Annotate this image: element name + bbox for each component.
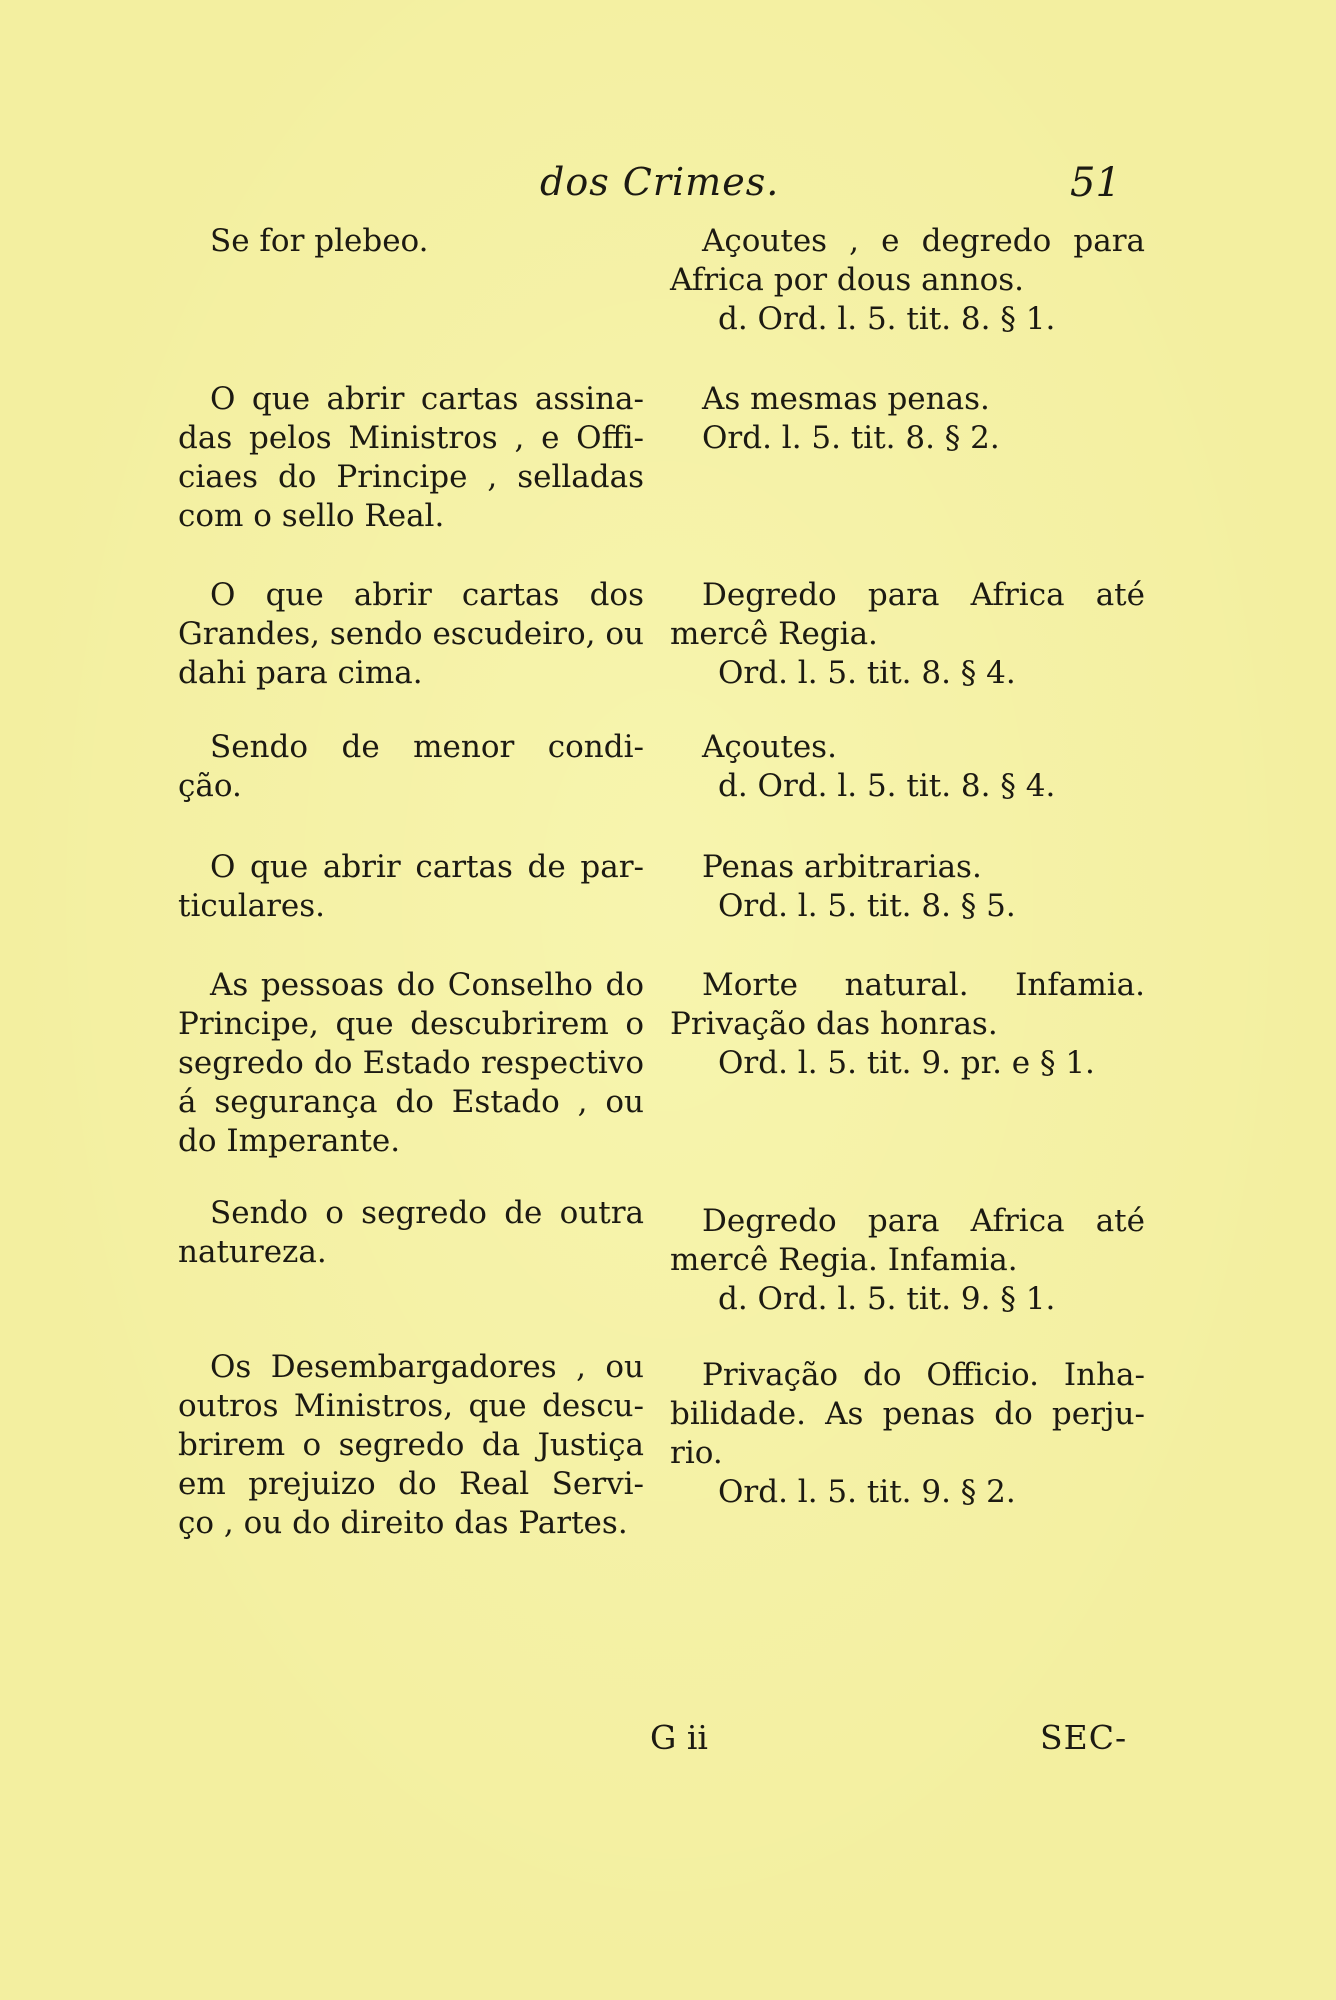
- entry-3-penalty-line-3: Ord. l. 5. tit. 8. § 4.: [718, 655, 1016, 691]
- entry-3-penalty-line-1: Degredo para Africa até: [702, 577, 1145, 613]
- entry-6-offense-line-4: á segurança do Estado , ou: [178, 1084, 644, 1120]
- entry-8-offense-line-4: em prejuizo do Real Servi-: [178, 1466, 644, 1502]
- entry-3-penalty: [670, 576, 1145, 693]
- entry-7-penalty: [670, 1202, 1145, 1319]
- entry-1-penalty: [670, 222, 1145, 339]
- entry-2-offense-line-3: ciaes do Principe , selladas: [178, 459, 644, 495]
- entry-6-offense-line-3: segredo do Estado respectivo: [178, 1045, 644, 1081]
- entry-5-penalty: [670, 848, 1145, 926]
- entry-2-offense-line-1: O que abrir cartas assina-: [210, 381, 644, 417]
- entry-6-penalty-line-2: Privação das honras.: [670, 1006, 998, 1042]
- entry-8-penalty-line-3: rio.: [670, 1435, 723, 1471]
- entry-8-penalty-line-2: bilidade. As penas do perju-: [670, 1396, 1145, 1432]
- entry-1-penalty-line-3: d. Ord. l. 5. tit. 8. § 1.: [718, 301, 1056, 337]
- entry-6-offense-line-5: do Imperante.: [178, 1123, 401, 1159]
- entry-3-penalty-line-2: mercê Regia.: [670, 616, 878, 652]
- entry-1-penalty-line-2: Africa por dous annos.: [670, 262, 1025, 298]
- entry-4-offense-line-2: ção.: [178, 768, 242, 804]
- entry-6-offense-line-2: Principe, que descubrirem o: [178, 1006, 644, 1042]
- entry-8-offense-line-3: brirem o segredo da Justiça: [178, 1427, 644, 1463]
- entry-6-offense-line-1: As pessoas do Conselho do: [210, 967, 644, 1003]
- entry-3-offense-line-2: Grandes, sendo escudeiro, ou: [178, 616, 644, 652]
- entry-4-penalty-line-2: d. Ord. l. 5. tit. 8. § 4.: [718, 768, 1056, 804]
- entry-2-penalty-line-1: As mesmas penas.: [702, 381, 990, 417]
- entry-8-offense-line-2: outros Ministros, que descu-: [178, 1388, 644, 1424]
- entry-1-penalty-line-1: Açoutes , e degredo para: [702, 223, 1145, 259]
- entry-6-offense: [178, 966, 644, 1161]
- running-head-title: dos Crimes.: [540, 160, 780, 204]
- entry-5-offense-line-2: ticulares.: [178, 888, 326, 924]
- entry-7-offense: [178, 1194, 644, 1272]
- entry-4-penalty: [670, 728, 1145, 806]
- entry-7-offense-line-2: natureza.: [178, 1234, 327, 1270]
- entry-8-offense-line-1: Os Desembargadores , ou: [210, 1349, 644, 1385]
- catchword: SEC-: [1040, 1718, 1128, 1757]
- entry-5-penalty-line-2: Ord. l. 5. tit. 8. § 5.: [718, 888, 1016, 924]
- entry-7-offense-line-1: Sendo o segredo de outra: [210, 1195, 644, 1231]
- entry-8-penalty-line-1: Privação do Officio. Inha-: [702, 1357, 1145, 1393]
- page-number: 51: [1070, 160, 1121, 206]
- entry-2-offense-line-4: com o sello Real.: [178, 498, 445, 534]
- entry-1-offense: [178, 222, 644, 261]
- entry-7-penalty-line-3: d. Ord. l. 5. tit. 9. § 1.: [718, 1281, 1056, 1317]
- entry-3-offense: [178, 576, 644, 693]
- entry-8-penalty: [670, 1356, 1145, 1512]
- entry-4-offense: [178, 728, 644, 806]
- entry-8-offense-line-5: ço , ou do direito das Partes.: [178, 1505, 628, 1541]
- entry-6-penalty-line-3: Ord. l. 5. tit. 9. pr. e § 1.: [718, 1045, 1095, 1081]
- entry-4-offense-line-1: Sendo de menor condi-: [210, 729, 644, 765]
- entry-6-penalty: [670, 966, 1145, 1083]
- entry-2-offense-line-2: das pelos Ministros , e Offi-: [178, 420, 644, 456]
- entry-6-penalty-line-1: Morte natural. Infamia.: [702, 967, 1145, 1003]
- entry-2-penalty-line-2: Ord. l. 5. tit. 8. § 2.: [702, 420, 1000, 456]
- entry-7-penalty-line-1: Degredo para Africa até: [702, 1203, 1145, 1239]
- entry-3-offense-line-3: dahi para cima.: [178, 655, 423, 691]
- entry-5-offense-line-1: O que abrir cartas de par-: [210, 849, 644, 885]
- signature-mark: G ii: [650, 1718, 708, 1757]
- entry-5-penalty-line-1: Penas arbitrarias.: [702, 849, 982, 885]
- entry-7-penalty-line-2: mercê Regia. Infamia.: [670, 1242, 1018, 1278]
- entry-2-penalty: [670, 380, 1145, 458]
- entry-4-penalty-line-1: Açoutes.: [702, 729, 837, 765]
- entry-8-offense: [178, 1348, 644, 1543]
- entry-8-penalty-line-4: Ord. l. 5. tit. 9. § 2.: [718, 1474, 1016, 1510]
- entry-2-offense: [178, 380, 644, 536]
- entry-5-offense: [178, 848, 644, 926]
- entry-3-offense-line-1: O que abrir cartas dos: [210, 577, 644, 613]
- entry-1-offense-line-1: Se for plebeo.: [210, 223, 429, 259]
